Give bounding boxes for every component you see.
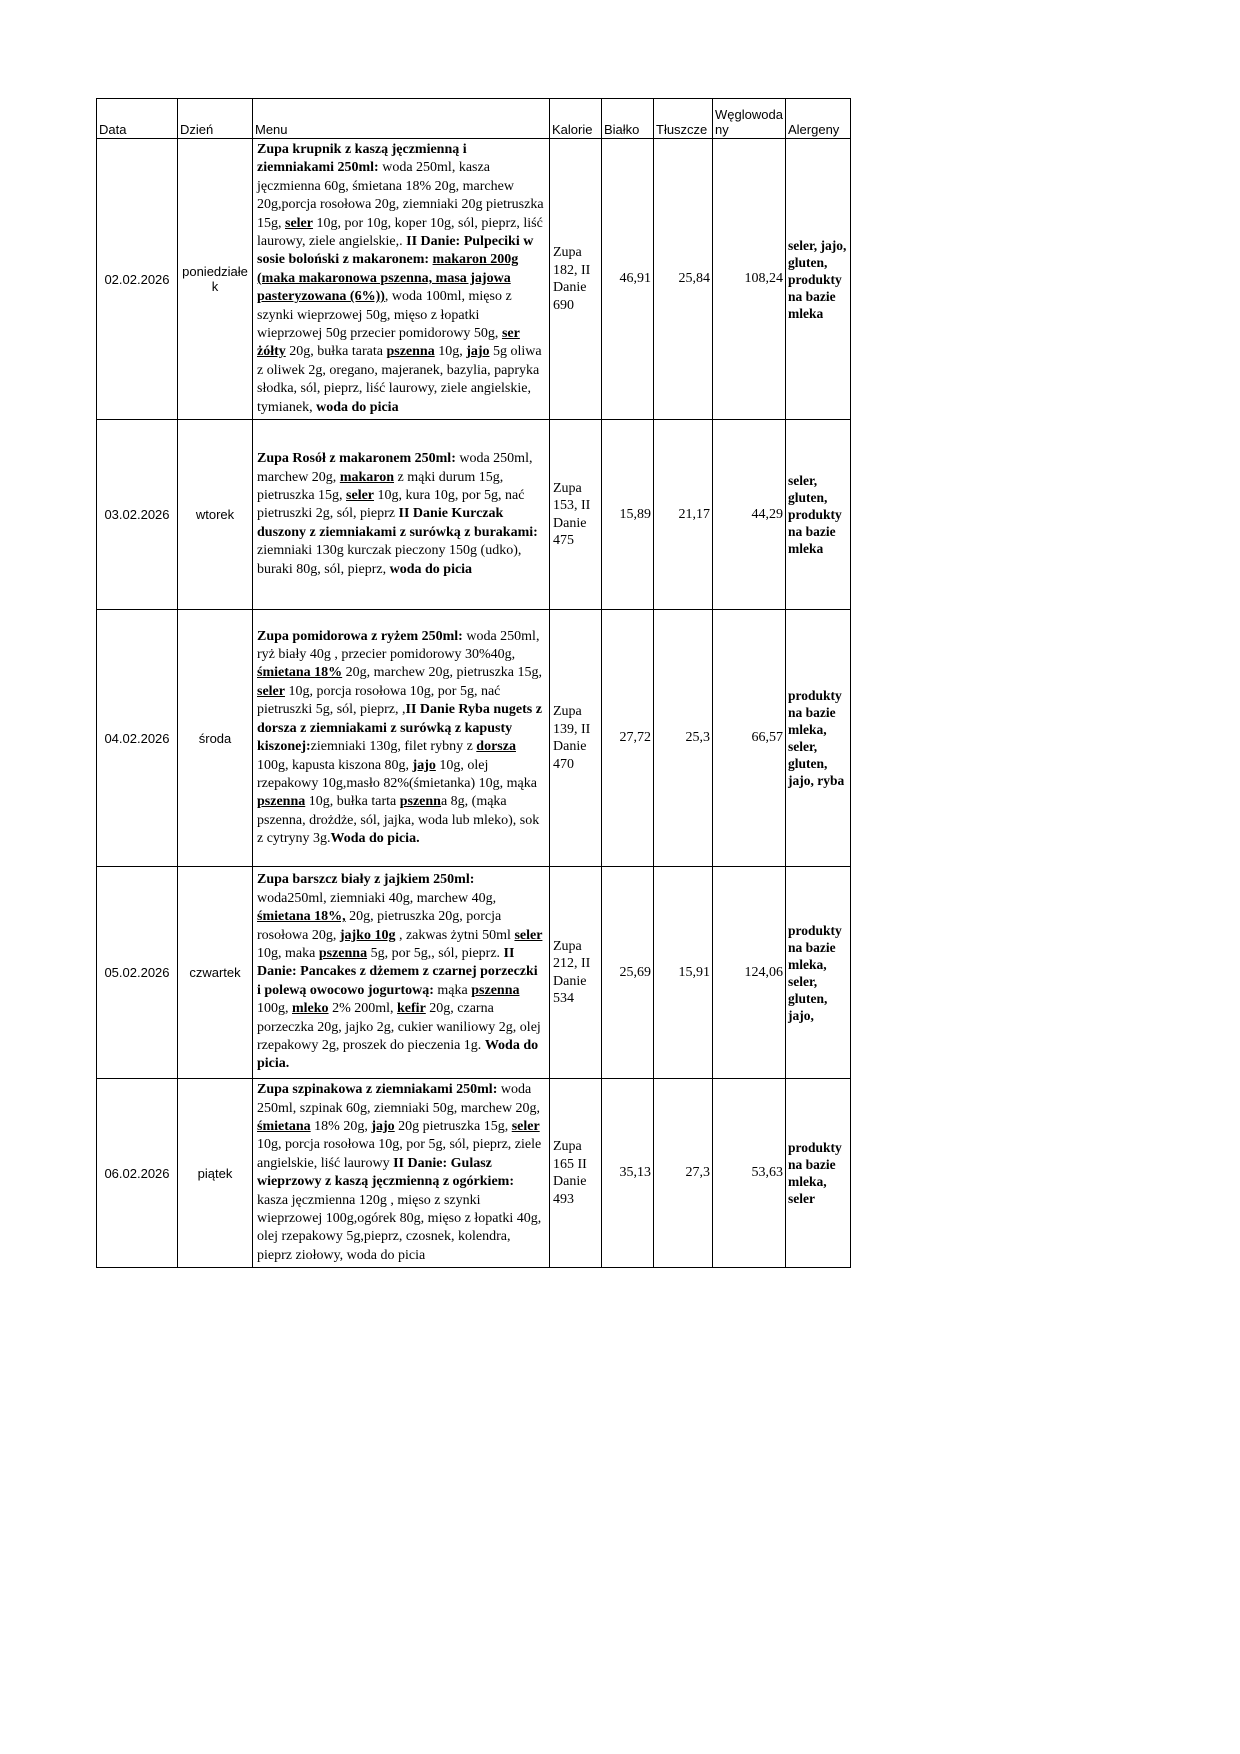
menu-text: z mąki durum 15g, pietruszka 15g,	[257, 469, 504, 503]
menu-text: woda 250ml, szpinak 60g, ziemniaki 50g, marchew 20g,	[257, 1082, 541, 1116]
carbs-cell: 66,57	[713, 610, 786, 867]
dish-title: Zupa barszcz biały z jajkiem 250ml:	[257, 872, 475, 888]
allergen-highlight: jajo	[412, 757, 436, 773]
menu-text: 20g, czarna porzeczka 20g, jajko 2g, cukier waniliowy 2g, olej rzepakowy 2g, proszek do pieczenia 1g.	[257, 1001, 541, 1054]
column-header-allergens: Alergeny	[786, 99, 851, 139]
fat-cell: 21,17	[654, 420, 713, 610]
calories-cell: Zupa 139, II Danie 470	[550, 610, 602, 867]
allergen-highlight: dorsza	[476, 739, 516, 755]
allergen-highlight: pszenna	[386, 344, 435, 360]
date-cell: 06.02.2026	[97, 1079, 178, 1268]
menu-text: 10g, maka	[257, 945, 319, 961]
allergen-highlight: makaron 200g (maka makaronowa pszenna, masa jajowa pasteryzowana (6%))	[257, 252, 519, 305]
table-row	[97, 610, 851, 867]
fat-cell: 25,84	[654, 139, 713, 420]
menu-text: 10g, por 10g, koper 10g, sól, pieprz, liść laurowy, ziele angielskie,.	[257, 215, 543, 250]
menu-text: 100g,	[257, 1001, 292, 1017]
carbs-cell: 124,06	[713, 867, 786, 1079]
allergen-highlight: śmietana 18%,	[257, 909, 346, 925]
menu-text: 10g, kura 10g, por 5g, nać pietruszki 2g, sól, pieprz	[257, 487, 525, 522]
column-header-menu: Menu	[253, 99, 550, 139]
allergens-cell: produkty na bazie mleka, seler	[786, 1079, 851, 1268]
allergen-highlight: pszenn	[399, 794, 441, 810]
dish-title: II Danie: Gulasz wieprzowy z kaszą jęczmienną z ogórkiem:	[257, 1155, 514, 1190]
date-cell: 02.02.2026	[97, 139, 178, 420]
allergen-highlight: jajko 10g	[339, 927, 396, 943]
menu-text: 18% 20g,	[310, 1118, 372, 1134]
menu-cell	[253, 610, 550, 867]
menu-cell	[253, 867, 550, 1079]
menu-text: 100g, kapusta kiszona 80g,	[257, 757, 413, 773]
allergen-highlight: pszenna	[471, 982, 520, 998]
menu-cell	[253, 139, 550, 420]
table-row	[97, 867, 851, 1079]
dish-title: Zupa krupnik z kaszą jęczmienną i ziemniakami 250ml:	[257, 142, 467, 176]
header-row	[97, 99, 851, 139]
table-row	[97, 139, 851, 420]
allergens-cell: produkty na bazie mleka, seler, gluten, jajo,	[786, 867, 851, 1079]
date-cell: 05.02.2026	[97, 867, 178, 1079]
dish-title: II Danie: Pulpeciki w sosie boloński z makaronem:	[257, 234, 534, 268]
menu-text: , woda 100ml, mięso z szynki wieprzowej 50g, mięso z łopatki wieprzowej 50g przecier pomidorowy 50g,	[257, 289, 512, 342]
dish-title: Zupa pomidorowa z ryżem 250ml:	[257, 628, 463, 644]
protein-cell: 46,91	[602, 139, 654, 420]
protein-cell: 15,89	[602, 420, 654, 610]
allergens-cell: produkty na bazie mleka, seler, gluten, jajo, ryba	[786, 610, 851, 867]
protein-cell: 25,69	[602, 867, 654, 1079]
allergens-cell: seler, gluten, produkty na bazie mleka	[786, 420, 851, 610]
carbs-cell: 44,29	[713, 420, 786, 610]
menu-text: 10g,	[434, 344, 467, 360]
menu-text: a 8g, (mąka pszenna, drożdże, sól, jajka, woda lub mleko), sok z cytryny 3g.	[257, 794, 540, 847]
allergen-highlight: seler	[257, 683, 285, 699]
carbs-cell: 53,63	[713, 1079, 786, 1268]
menu-text: woda250ml, ziemniaki 40g, marchew 40g,	[257, 890, 497, 906]
menu-text: woda 250ml, kasza jęczmienna 60g, śmietana 18% 20g, marchew 20g,porcja rosołowa 20g, ziemniaki 20g pietruszka 15g,	[257, 160, 544, 231]
menu-text: 2% 200ml,	[328, 1001, 398, 1017]
allergen-highlight: śmietana 18%	[257, 665, 343, 681]
menu-text: 10g, olej rzepakowy 10g,masło 82%(śmietanka) 10g, mąka	[257, 757, 537, 791]
menu-text: 10g, bułka tarta	[305, 794, 400, 810]
menu-text: ziemniaki 130g kurczak pieczony 150g (udko), buraki 80g, sól, pieprz,	[257, 543, 522, 577]
allergen-highlight: makaron	[339, 469, 395, 485]
allergen-highlight: jajo	[466, 344, 490, 360]
menu-cell	[253, 420, 550, 610]
menu-text: woda 250ml, marchew 20g,	[257, 451, 533, 485]
menu-text: 20g, marchew 20g, pietruszka 15g,	[342, 665, 543, 681]
carbs-cell: 108,24	[713, 139, 786, 420]
column-header-protein: Białko	[602, 99, 654, 139]
day-cell: środa	[178, 610, 253, 867]
allergen-highlight: ser żółty	[257, 326, 520, 360]
fat-cell: 27,3	[654, 1079, 713, 1268]
dish-title: woda do picia	[312, 399, 399, 415]
menu-text: 5g oliwa z oliwek 2g, oregano, majeranek, bazylia, papryka słodka, sól, pieprz, liść laurowy, ziele angielskie, tymianek,	[257, 344, 542, 415]
protein-cell: 35,13	[602, 1079, 654, 1268]
column-header-calories: Kalorie	[550, 99, 602, 139]
table-row	[97, 1079, 851, 1268]
menu-text: 10g, porcja rosołowa 10g, por 5g, nać pietruszki 5g, sól, pieprz, ,	[257, 683, 501, 718]
allergen-highlight: śmietana	[257, 1118, 311, 1134]
menu-table	[96, 98, 851, 1268]
menu-text: woda 250ml, ryż biały 40g , przecier pomidorowy 30%40g,	[257, 628, 540, 663]
allergen-highlight: seler	[346, 487, 375, 503]
allergens-cell: seler, jajo, gluten, produkty na bazie mleka	[786, 139, 851, 420]
day-cell: piątek	[178, 1079, 253, 1268]
allergen-highlight: pszenna	[257, 794, 306, 810]
fat-cell: 15,91	[654, 867, 713, 1079]
column-header-carbs: Węglowodany	[713, 99, 786, 139]
dish-title: Zupa Rosół z makaronem 250ml:	[257, 451, 456, 467]
dish-title: Zupa szpinakowa z ziemniakami 250ml:	[257, 1082, 498, 1098]
column-header-fat: Tłuszcze	[654, 99, 713, 139]
fat-cell: 25,3	[654, 610, 713, 867]
table-header	[97, 99, 851, 139]
calories-cell: Zupa 165 II Danie 493	[550, 1079, 602, 1268]
allergen-highlight: seler	[511, 1118, 540, 1134]
day-cell: poniedziałek	[178, 139, 253, 420]
weekly-menu-document	[96, 98, 851, 1268]
menu-text: 20g pietruszka 15g,	[394, 1118, 512, 1134]
allergen-highlight: pszenna	[318, 945, 368, 961]
column-header-date: Data	[97, 99, 178, 139]
allergen-highlight: kefir	[397, 1001, 426, 1017]
menu-text: ziemniaki 130g, filet rybny z	[310, 739, 477, 755]
menu-text: 20g, pietruszka 20g, porcja rosołowa 20g,	[257, 909, 502, 943]
menu-text: kasza jęczmienna 120g , mięso z szynki wieprzowej 100g,ogórek 80g, mięso z łopatki 40g, olej rzepakowy 5g,pieprz, czosnek, kolendra, pieprz ziołowy, woda do picia	[257, 1192, 542, 1263]
menu-text: 10g, porcja rosołowa 10g, por 5g, sól, pieprz, ziele angielskie, liść laurowy	[257, 1137, 542, 1171]
menu-text: 20g, bułka tarata	[285, 344, 387, 360]
day-cell: wtorek	[178, 420, 253, 610]
dish-title: Woda do picia.	[330, 831, 420, 847]
allergen-highlight: jajo	[371, 1118, 395, 1134]
dish-title: woda do picia	[389, 561, 473, 577]
menu-text: mąka	[433, 982, 472, 998]
dish-title: II Danie Kurczak duszony z ziemniakami z surówką z burakami:	[257, 506, 538, 540]
protein-cell: 27,72	[602, 610, 654, 867]
day-cell: czwartek	[178, 867, 253, 1079]
table-row	[97, 420, 851, 610]
calories-cell: Zupa 153, II Danie 475	[550, 420, 602, 610]
date-cell: 04.02.2026	[97, 610, 178, 867]
date-cell: 03.02.2026	[97, 420, 178, 610]
menu-text: , zakwas żytni 50ml	[395, 927, 515, 943]
table-body	[97, 139, 851, 1268]
menu-text: 5g, por 5g,, sól, pieprz.	[367, 945, 504, 961]
dish-title: II Danie: Pancakes z dżemem z czarnej porzeczki i polewą owocowo jogurtową:	[257, 945, 538, 998]
allergen-highlight: seler	[285, 215, 313, 231]
menu-cell	[253, 1079, 550, 1268]
allergen-highlight: seler	[514, 927, 543, 943]
calories-cell: Zupa 182, II Danie 690	[550, 139, 602, 420]
column-header-day: Dzień	[178, 99, 253, 139]
allergen-highlight: mleko	[292, 1001, 329, 1017]
dish-title: Woda do picia.	[257, 1038, 539, 1072]
dish-title: II Danie Ryba nugets z dorsza z ziemniakami z surówką z kapusty kiszonej:	[257, 702, 542, 755]
calories-cell: Zupa 212, II Danie 534	[550, 867, 602, 1079]
